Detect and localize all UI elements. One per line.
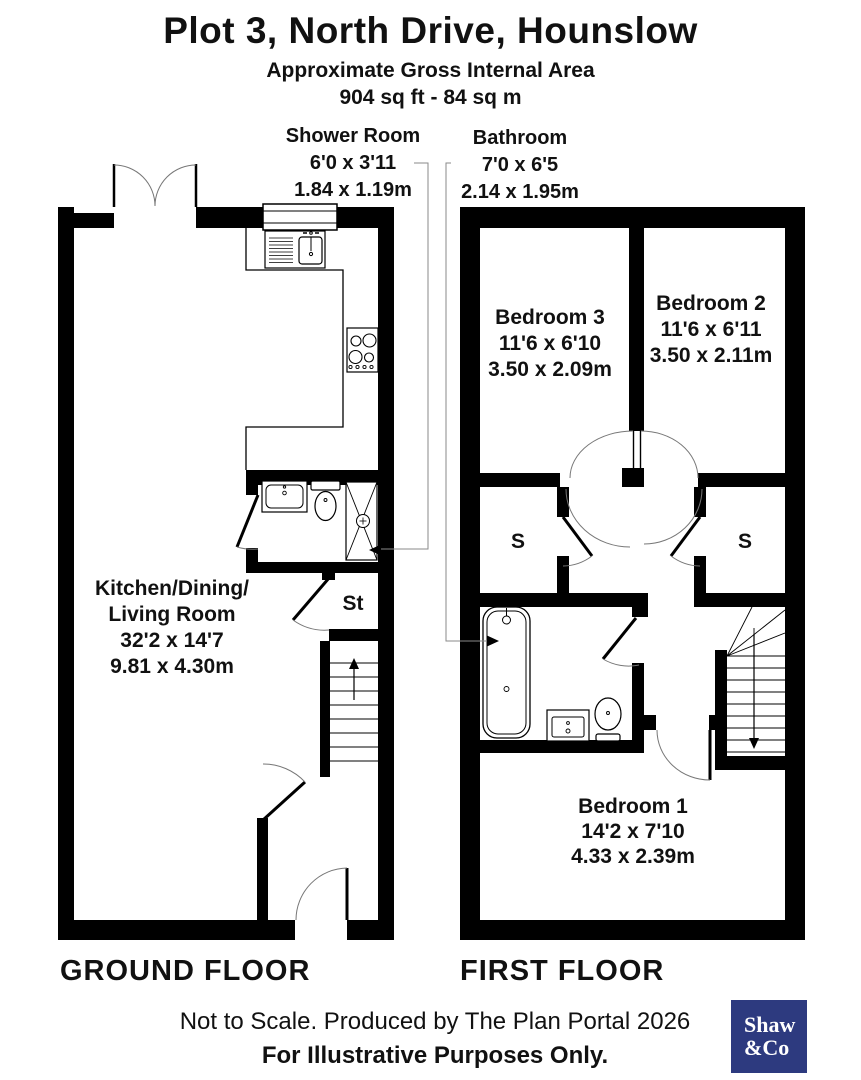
shower-room-imperial: 6'0 x 3'11 bbox=[309, 152, 397, 174]
gross-internal-area: 904 sq ft - 84 sq m bbox=[339, 86, 522, 109]
first-floor-staircase bbox=[727, 607, 785, 752]
bedroom1-door bbox=[657, 730, 710, 780]
bedroom2-name: Bedroom 2 bbox=[656, 292, 766, 315]
subtitle: Approximate Gross Internal Area bbox=[266, 59, 595, 82]
kitchen-sink bbox=[265, 231, 325, 268]
ground-floor-staircase bbox=[330, 658, 378, 761]
closet-left-label: S bbox=[510, 530, 525, 553]
ground-floor-plan bbox=[58, 164, 394, 940]
bedroom1-imperial: 14'2 x 7'10 bbox=[581, 820, 685, 843]
bathroom-label bbox=[420, 125, 620, 206]
bathroom-toilet bbox=[595, 698, 621, 741]
closet-doors bbox=[563, 517, 700, 566]
bedroom-doors bbox=[566, 431, 702, 547]
hall-door bbox=[263, 764, 305, 820]
kitchen-metric: 9.81 x 4.30m bbox=[110, 655, 234, 678]
bath bbox=[483, 607, 530, 738]
entrance-door bbox=[296, 868, 347, 920]
shaw-and-co-logo bbox=[731, 1000, 807, 1073]
kitchen-name-line2: Living Room bbox=[108, 603, 236, 626]
kitchen-window bbox=[263, 204, 337, 230]
page-title: Plot 3, North Drive, Hounslow bbox=[163, 10, 698, 51]
bathroom-door bbox=[603, 618, 639, 666]
disclaimer-line2: For Illustrative Purposes Only. bbox=[261, 1042, 609, 1069]
french-doors bbox=[114, 164, 196, 207]
storage-label: St bbox=[342, 592, 364, 615]
shower-room-toilet bbox=[311, 481, 340, 521]
bedroom3-imperial: 11'6 x 6'10 bbox=[498, 332, 602, 355]
shower-tray bbox=[346, 482, 377, 560]
bedroom3-name: Bedroom 3 bbox=[495, 306, 605, 329]
shower-room-metric: 1.84 x 1.19m bbox=[294, 179, 412, 201]
kitchen-label bbox=[72, 576, 272, 680]
hob bbox=[347, 328, 378, 372]
bathroom-basin bbox=[547, 710, 589, 741]
ground-floor-title: GROUND FLOOR bbox=[60, 955, 311, 987]
closet-right-label: S bbox=[737, 530, 752, 553]
bedroom2-metric: 3.50 x 2.11m bbox=[649, 344, 773, 367]
bathroom-name: Bathroom bbox=[472, 127, 568, 149]
logo-line2: &Co bbox=[744, 1035, 790, 1060]
shower-room-basin bbox=[262, 481, 307, 512]
logo-line1: Shaw bbox=[744, 1012, 796, 1037]
bathroom-metric: 2.14 x 1.95m bbox=[461, 181, 579, 203]
disclaimer-line1: Not to Scale. Produced by The Plan Portal 2026 bbox=[179, 1008, 691, 1035]
bedroom1-name: Bedroom 1 bbox=[578, 795, 688, 818]
bedroom1-metric: 4.33 x 2.39m bbox=[571, 845, 695, 868]
bedroom2-label bbox=[611, 291, 811, 369]
bedroom2-imperial: 11'6 x 6'11 bbox=[660, 318, 762, 341]
shower-room-name: Shower Room bbox=[285, 125, 421, 147]
bedroom3-metric: 3.50 x 2.09m bbox=[488, 358, 612, 381]
bathroom-imperial: 7'0 x 6'5 bbox=[481, 154, 559, 176]
shower-room-door bbox=[237, 495, 258, 549]
kitchen-name-line1: Kitchen/Dining/ bbox=[95, 577, 249, 600]
first-floor-title: FIRST FLOOR bbox=[460, 955, 665, 987]
kitchen-imperial: 32'2 x 14'7 bbox=[120, 629, 224, 652]
bedroom1-label bbox=[533, 794, 733, 869]
